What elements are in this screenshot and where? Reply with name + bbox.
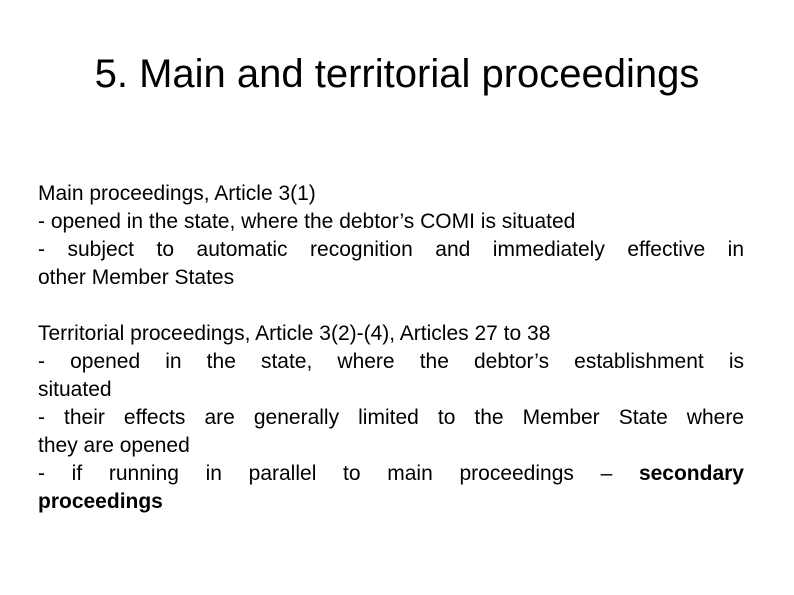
territorial-proceedings-heading: Territorial proceedings, Article 3(2)-(4), Articles 27 to 38 [38, 322, 551, 345]
main-proceedings-section [38, 180, 744, 292]
main-proceedings-point-2-line-2: other Member States [38, 266, 235, 289]
main-proceedings-point-1: - opened in the state, where the debtor’s COMI is situated [38, 210, 576, 233]
territorial-proceedings-point-2-line-2: they are opened [38, 434, 190, 457]
slide-title: 5. Main and territorial proceedings [94, 52, 700, 96]
territorial-proceedings-point-1-line-1: - opened in the state, where the debtor’s establishment is [38, 350, 744, 373]
territorial-proceedings-point-1-line-2: situated [38, 378, 112, 401]
territorial-proceedings-section [38, 320, 744, 516]
proceedings-term: proceedings [38, 490, 163, 513]
slide-body [38, 180, 744, 516]
main-proceedings-heading: Main proceedings, Article 3(1) [38, 182, 316, 205]
territorial-proceedings-point-3-line-1 [38, 460, 744, 488]
main-proceedings-point-2-line-1: - subject to automatic recognition and immediately effective in [38, 238, 744, 261]
point-3-text: - if running in parallel to main proceedings – [38, 462, 639, 485]
territorial-proceedings-point-2-line-1: - their effects are generally limited to the Member State where [38, 406, 744, 429]
secondary-term: secondary [638, 462, 744, 485]
